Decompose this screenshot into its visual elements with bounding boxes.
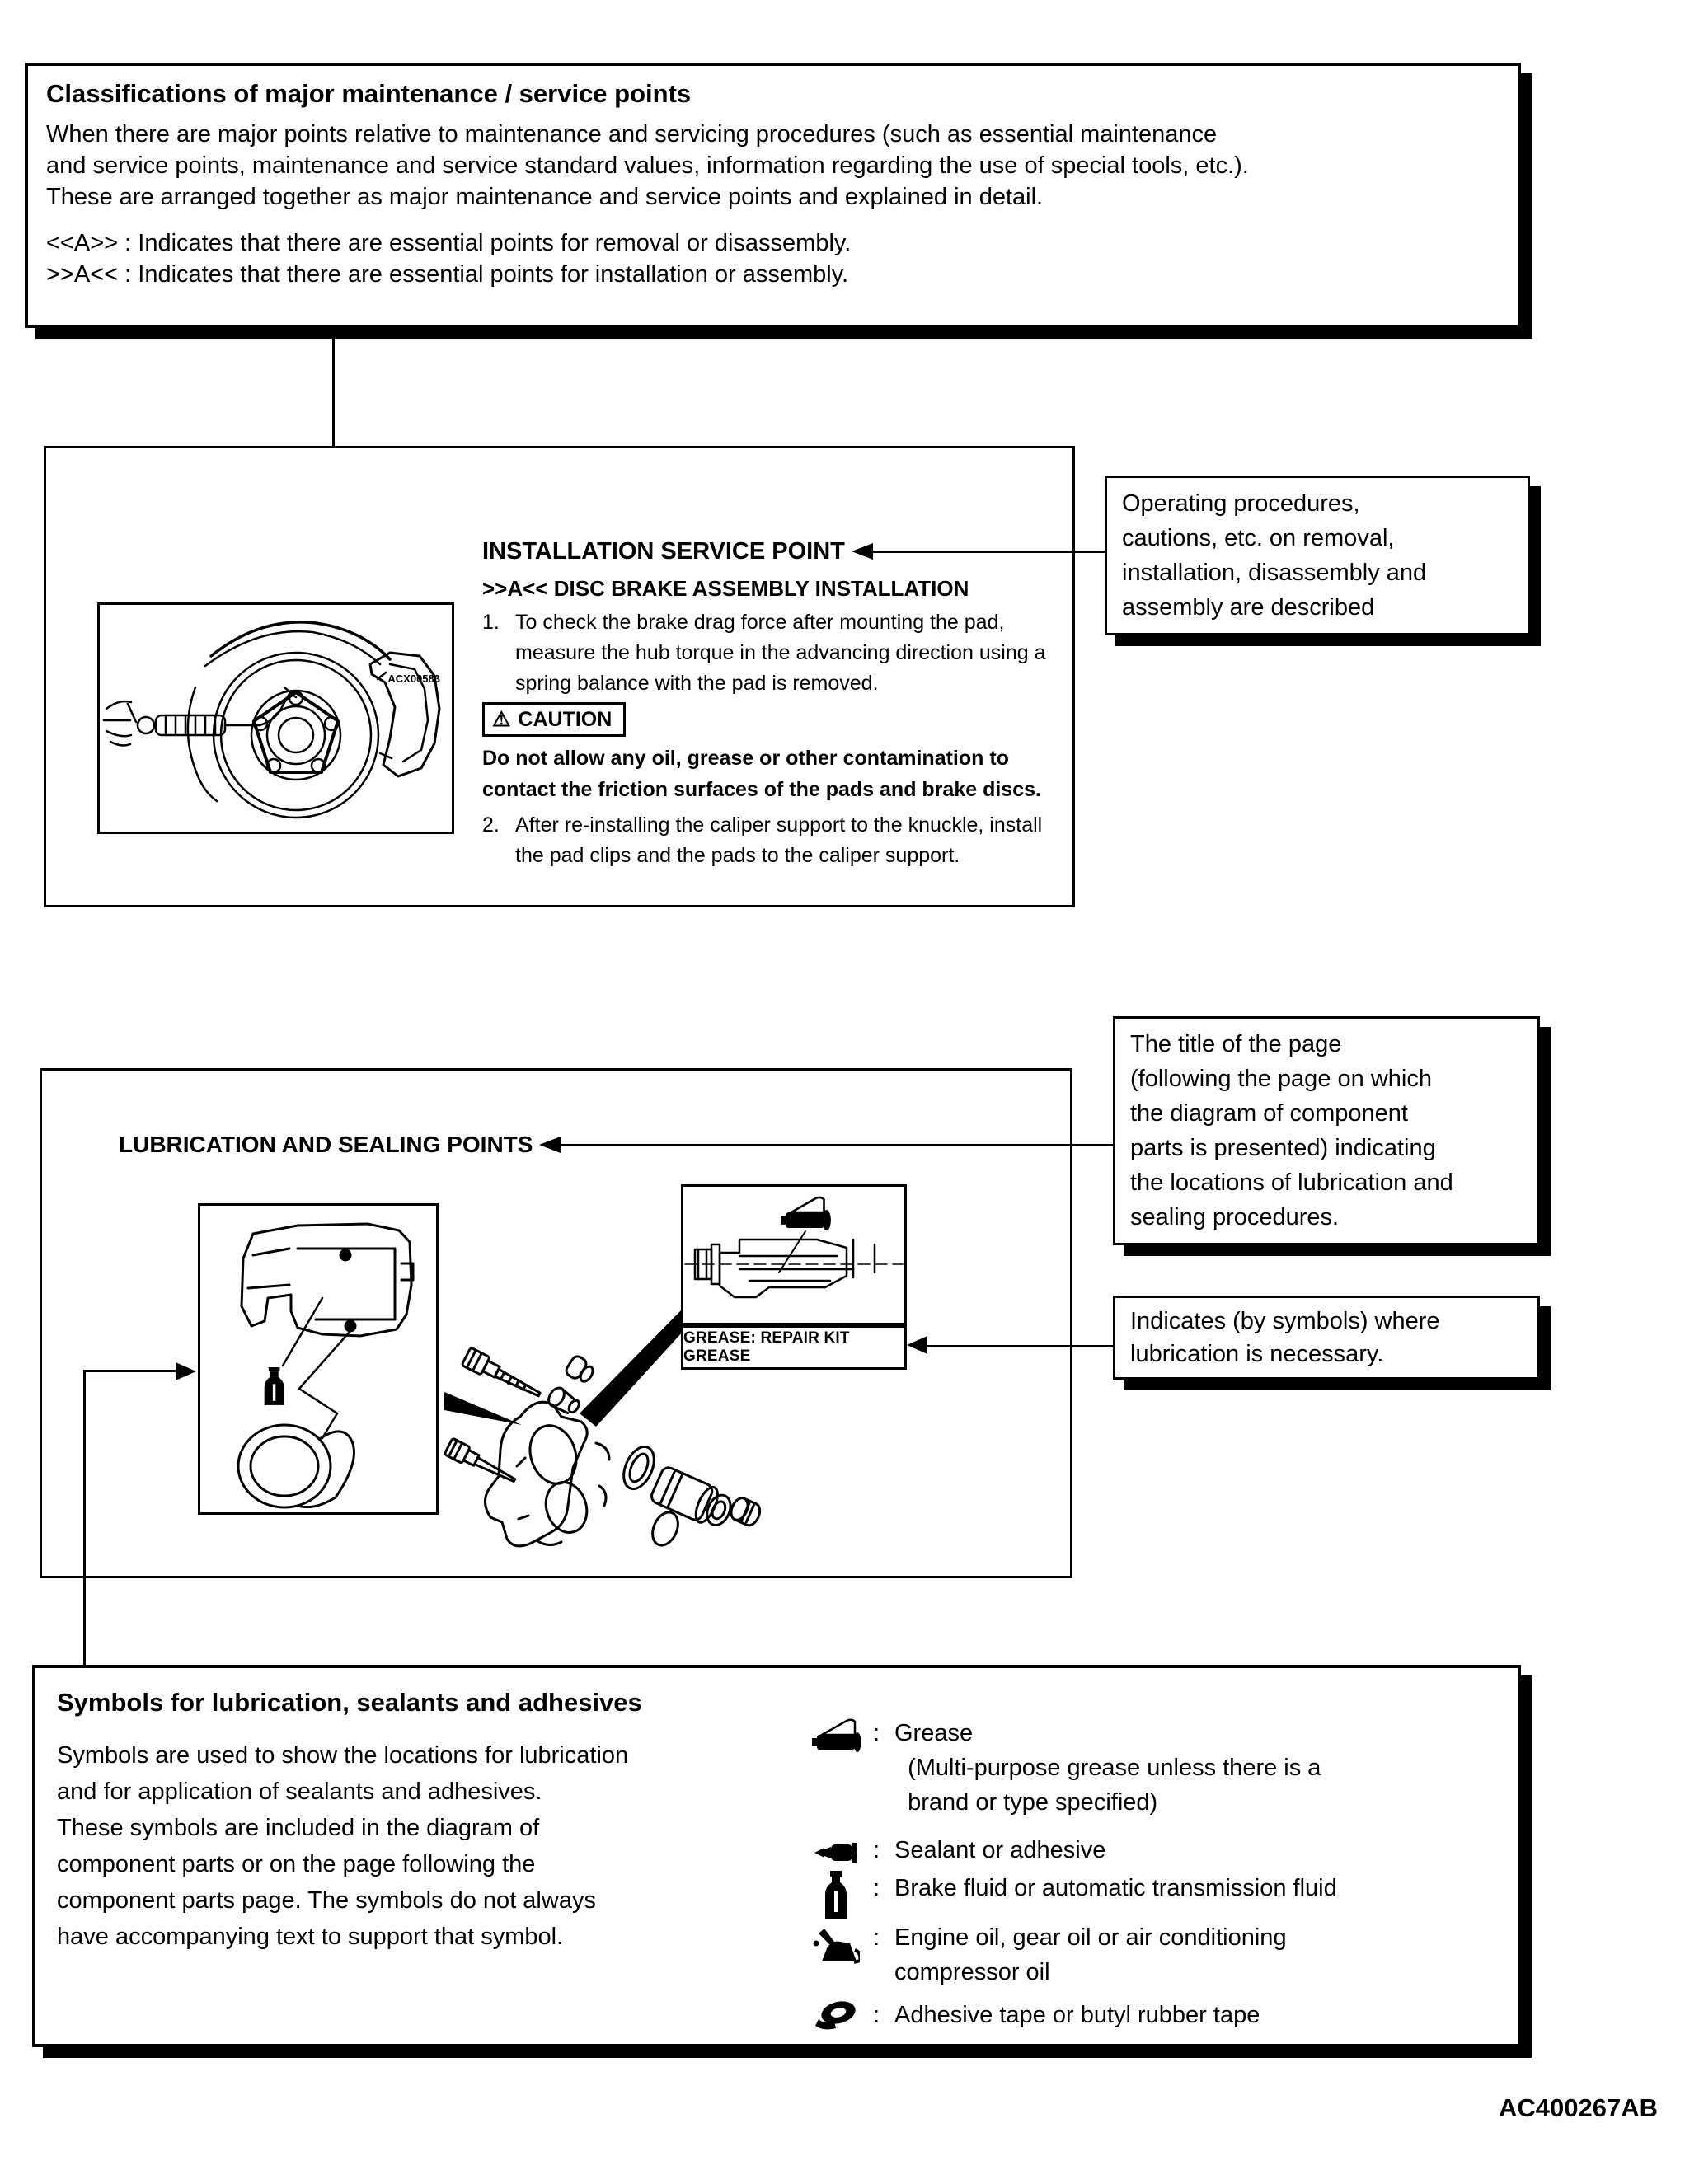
classification-body: When there are major points relative to maintenance and servicing procedures (such as essential maintenance and service points, maintenance and service standard values, information regarding the use of special tools, etc.). These are arranged together as major maintenance and service points and explained in detail. (46, 121, 1249, 210)
separator-colon: : (872, 2002, 880, 2028)
caliper-piston-illustration (200, 1206, 436, 1512)
caution-text: Do not allow any oil, grease or other contamination to contact the friction surfaces of the pads and brake discs. (482, 747, 1041, 801)
sealant-tube-icon (807, 1833, 865, 1866)
leader-line (873, 551, 1106, 553)
legend-installation-line: >>A<< : Indicates that there are essential points for installation or assembly. (46, 261, 849, 288)
operating-procedures-callout: Operating procedures, cautions, etc. on removal, installation, disassembly and assembly are described (1105, 476, 1530, 635)
step-text: To check the brake drag force after mounting the pad, measure the hub torque in the advancing direction using a spring balance with the pad is removed. (515, 611, 1046, 695)
grease-point-detail-box (681, 1184, 907, 1325)
tape-roll-icon (807, 1998, 865, 2032)
page-title-callout: The title of the page (following the page on which the diagram of component parts is presented) indicating the locations of lubrication and sealing procedures. (1113, 1016, 1540, 1245)
warning-triangle-icon: ⚠ (492, 708, 511, 731)
legend-row-adhesive-tape (807, 1998, 1260, 2032)
grease-label-text: GREASE: REPAIR KIT GREASE (683, 1329, 850, 1365)
symbols-connector-vertical-line (83, 1371, 86, 1667)
disc-brake-installation-subheading: >>A<< DISC BRAKE ASSEMBLY INSTALLATION (482, 576, 969, 601)
leader-arrowhead-left-icon (852, 543, 873, 560)
lubrication-sealing-points-heading: LUBRICATION AND SEALING POINTS (119, 1132, 533, 1157)
legend-row-brake-fluid (807, 1871, 1337, 1922)
grease-gun-icon (807, 1716, 865, 1752)
grease-callout-leader-line (910, 1345, 1113, 1347)
diagram-reference-code: ACX00583 (387, 673, 440, 685)
symbols-title: Symbols for lubrication, sealants and adhesives (57, 1688, 642, 1717)
leader-line (561, 1144, 1113, 1146)
installation-step-2 (482, 810, 1042, 871)
lubrication-symbols-callout: Indicates (by symbols) where lubrication is necessary. (1113, 1296, 1540, 1380)
separator-colon: : (872, 1924, 880, 1951)
legend-row-sealant (807, 1833, 1105, 1868)
legend-label: Grease (Multi-purpose grease unless there is a brand or type specified) (894, 1720, 1321, 1816)
grease-callout-arrowhead-icon (907, 1336, 927, 1354)
disc-brake-diagram-box (97, 602, 454, 834)
figure-reference-code: AC400267AB (1499, 2093, 1658, 2122)
separator-colon: : (872, 1875, 880, 1901)
symbols-box (32, 1665, 1521, 2047)
grease-repair-kit-label (681, 1325, 907, 1370)
symbols-body: Symbols are used to show the locations for lubrication and for application of sealants and adhesives. These symbols are included in the diagram of component parts or on the page following the component parts page. The symbols do not always have accompanying text to support that symbol. (57, 1742, 629, 1950)
fluid-bottle-icon (265, 1367, 284, 1405)
caliper-side-view-illustration (683, 1187, 904, 1323)
legend-removal-line: <<A>> : Indicates that there are essential points for removal or disassembly. (46, 230, 852, 256)
lubrication-sealing-points-heading-row (119, 1129, 1113, 1160)
symbols-connector-horizontal-line (83, 1370, 182, 1372)
legend-label: Engine oil, gear oil or air conditioning compressor oil (894, 1924, 1287, 1985)
leader-arrowhead-left-icon (539, 1137, 561, 1153)
classification-title: Classifications of major maintenance / service points (46, 79, 692, 108)
disc-brake-spring-balance-illustration (100, 605, 452, 832)
legend-label: Adhesive tape or butyl rubber tape (894, 2002, 1260, 2028)
installation-service-point-heading-row (482, 536, 1106, 567)
separator-colon: : (872, 1720, 880, 1746)
legend-label: Sealant or adhesive (894, 1837, 1106, 1863)
installation-service-point-heading: INSTALLATION SERVICE POINT (482, 537, 845, 565)
step-text: After re-installing the caliper support to the knuckle, install the pad clips and the pads to the caliper support. (515, 813, 1043, 867)
caliper-lubrication-diagram-box (198, 1203, 439, 1515)
fluid-bottle-icon (807, 1871, 865, 1922)
classification-box (25, 63, 1521, 328)
installation-step-1 (482, 607, 1045, 699)
caution-label: CAUTION (518, 707, 613, 731)
step-number: 2. (482, 813, 500, 837)
grease-gun-icon (781, 1197, 831, 1230)
legend-row-grease (807, 1716, 1321, 1820)
symbols-connector-arrowhead-icon (176, 1362, 196, 1380)
step-number: 1. (482, 611, 500, 634)
caution-badge (482, 702, 626, 737)
oil-can-icon (807, 1920, 865, 1966)
legend-row-engine-oil (807, 1920, 1287, 1990)
separator-colon: : (872, 1837, 880, 1863)
legend-label: Brake fluid or automatic transmission fluid (894, 1875, 1337, 1901)
